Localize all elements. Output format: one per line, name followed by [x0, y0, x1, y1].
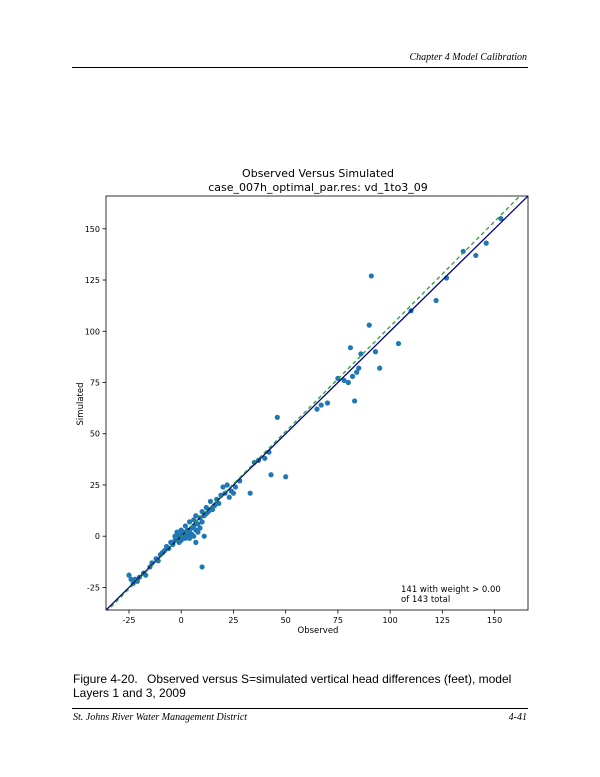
- x-tick-label: 25: [228, 616, 239, 625]
- figure-caption-text: Observed versus S=simulated vertical head differences (feet), model Layers 1 and 3, 2009: [73, 672, 512, 700]
- one-to-one-line: [106, 196, 528, 610]
- x-tick-label: -25: [122, 616, 136, 625]
- y-tick-label: 150: [84, 224, 100, 234]
- y-tick-label: 100: [84, 327, 100, 337]
- data-point: [199, 519, 204, 524]
- plot-body: [85, 188, 528, 625]
- y-tick-label: 50: [89, 429, 100, 439]
- data-point: [367, 323, 372, 328]
- chart-title-line-2: case_007h_optimal_par.res: vd_1to3_09: [208, 181, 428, 194]
- data-point: [369, 273, 374, 278]
- data-point: [248, 491, 253, 496]
- data-point: [202, 534, 207, 539]
- data-point: [314, 407, 319, 412]
- y-tick-label: 0: [94, 532, 100, 542]
- y-tick-label: -25: [86, 583, 100, 593]
- figure-caption: [73, 672, 533, 700]
- data-point: [208, 499, 213, 504]
- y-tick-label: 125: [84, 276, 100, 286]
- data-point: [275, 415, 280, 420]
- x-tick-label: 125: [434, 616, 450, 625]
- data-point: [484, 241, 489, 246]
- data-point: [433, 298, 438, 303]
- data-point: [325, 400, 330, 405]
- data-point: [225, 482, 230, 487]
- y-tick-label: 75: [89, 378, 100, 388]
- x-tick-label: 100: [382, 616, 398, 625]
- x-tick-label: 50: [280, 616, 291, 625]
- footer-page-number: 4-41: [508, 712, 527, 723]
- data-point: [197, 525, 202, 530]
- data-point: [350, 374, 355, 379]
- data-point: [283, 474, 288, 479]
- y-axis-label: Simulated: [76, 382, 86, 426]
- weight-annotation-line-2: of 143 total: [401, 595, 451, 605]
- data-point: [348, 345, 353, 350]
- data-point: [268, 472, 273, 477]
- data-point: [231, 491, 236, 496]
- data-point: [377, 366, 382, 371]
- y-tick-label: 25: [89, 480, 100, 490]
- data-point: [227, 495, 232, 500]
- data-point: [319, 402, 324, 407]
- weight-annotation-line-1: 141 with weight > 0.00: [401, 585, 501, 595]
- data-point: [373, 349, 378, 354]
- data-point: [199, 564, 204, 569]
- data-point: [193, 540, 198, 545]
- data-point: [352, 398, 357, 403]
- data-point: [473, 253, 478, 258]
- data-point: [346, 380, 351, 385]
- x-tick-label: 75: [332, 616, 343, 625]
- chart-title-line-1: Observed Versus Simulated: [242, 167, 394, 180]
- chapter-header: Chapter 4 Model Calibration: [409, 52, 527, 63]
- data-point: [191, 534, 196, 539]
- x-tick-label: 150: [486, 616, 503, 625]
- x-tick-label: 0: [178, 616, 184, 625]
- footer-organization: St. Johns River Water Management District: [73, 712, 248, 723]
- footer-rule: [72, 708, 528, 709]
- x-axis-label: Observed: [297, 626, 339, 636]
- data-point: [396, 341, 401, 346]
- data-point: [356, 366, 361, 371]
- figure-number: Figure 4-20.: [73, 672, 138, 686]
